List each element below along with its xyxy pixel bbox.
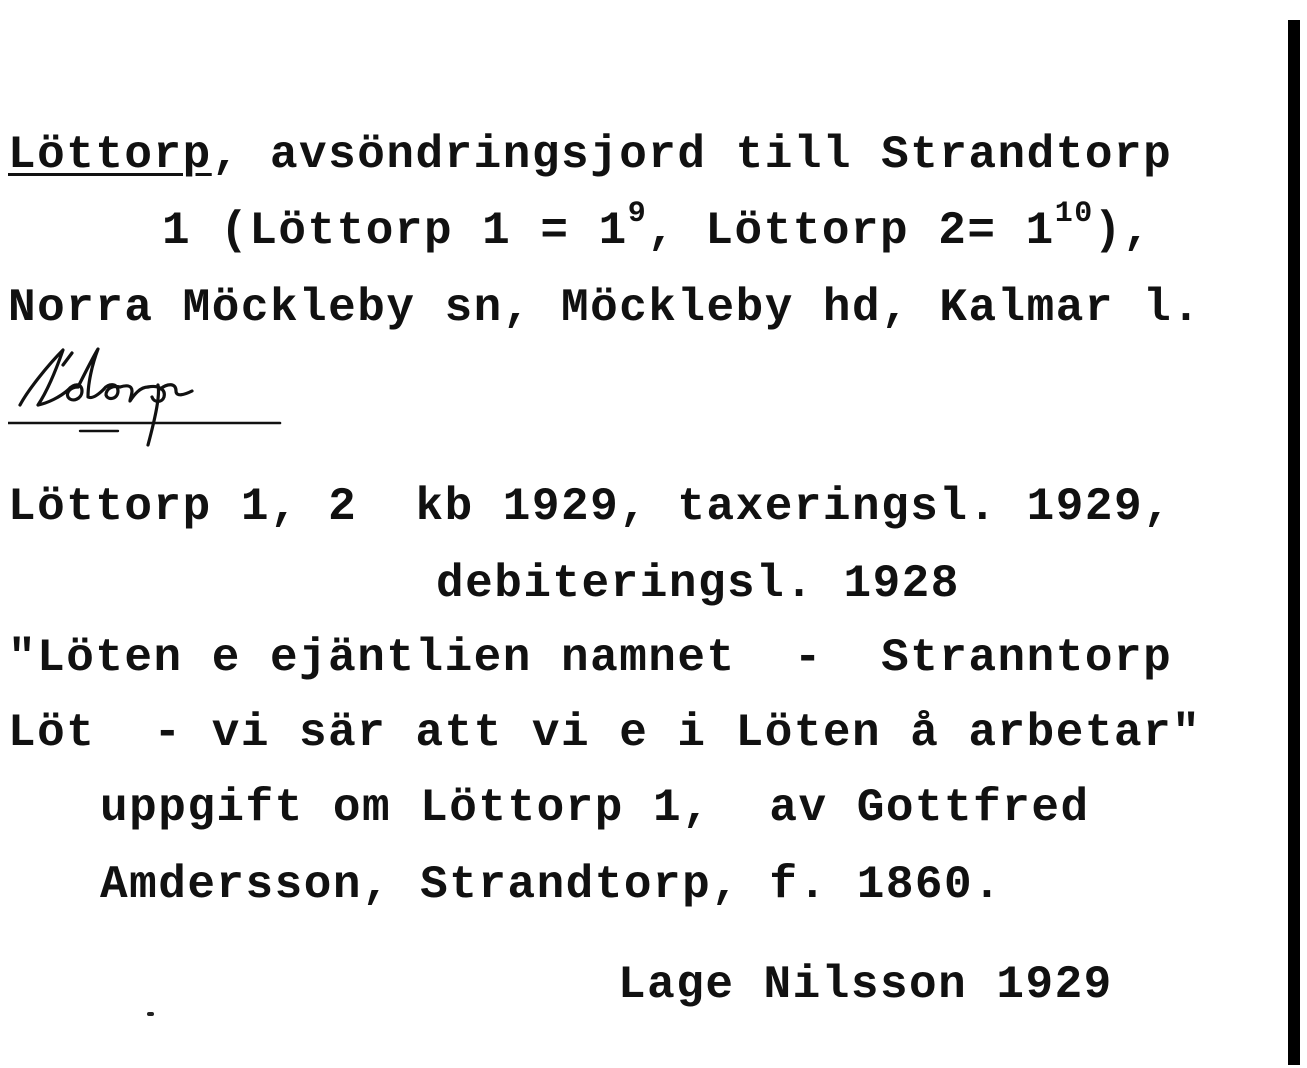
entry-line-2-part-3: , Löttorp 2 [647,205,968,257]
entry-line-9: Amdersson, Strandtorp, f. 1860. [100,859,1003,911]
entry-line-1-text: , avsöndringsjord till Strandtorp [211,129,1173,181]
equals-mark-1: = [540,205,570,257]
entry-line-2-part-1: 1 (Löttorp 1 [162,205,541,257]
superscript-9: 9 [627,196,648,231]
entry-line-7: Löt - vi sär att vi e i Löten å arbetar" [8,707,1202,759]
entry-line-2-part-2: 1 [569,205,628,257]
handwritten-headword [8,335,293,460]
entry-line-2-part-5: ), [1093,205,1152,257]
entry-line-2-part-4: 1 [996,205,1055,257]
entry-line-3: Norra Möckleby sn, Möckleby hd, Kalmar l. [8,282,1202,334]
entry-line-2 [162,196,1152,257]
entry-line-4: Löttorp 1, 2 kb 1929, taxeringsl. 1929, [8,481,1173,533]
superscript-10: 10 [1054,196,1094,231]
headword: Löttorp [8,129,212,181]
signature-line: Lage Nilsson 1929 [618,959,1113,1011]
entry-line-8: uppgift om Löttorp 1, av Gottfred [100,782,1090,834]
entry-line-5: debiteringsl. 1928 [436,558,960,610]
equals-mark-2: = [967,205,997,257]
entry-line-6: "Löten e ejäntlien namnet - Stranntorp [8,632,1173,684]
entry-line-1 [8,129,1173,181]
card-edge-line [1288,20,1300,1065]
ink-speck [147,1012,154,1016]
handwritten-headword-drawing [8,335,293,460]
